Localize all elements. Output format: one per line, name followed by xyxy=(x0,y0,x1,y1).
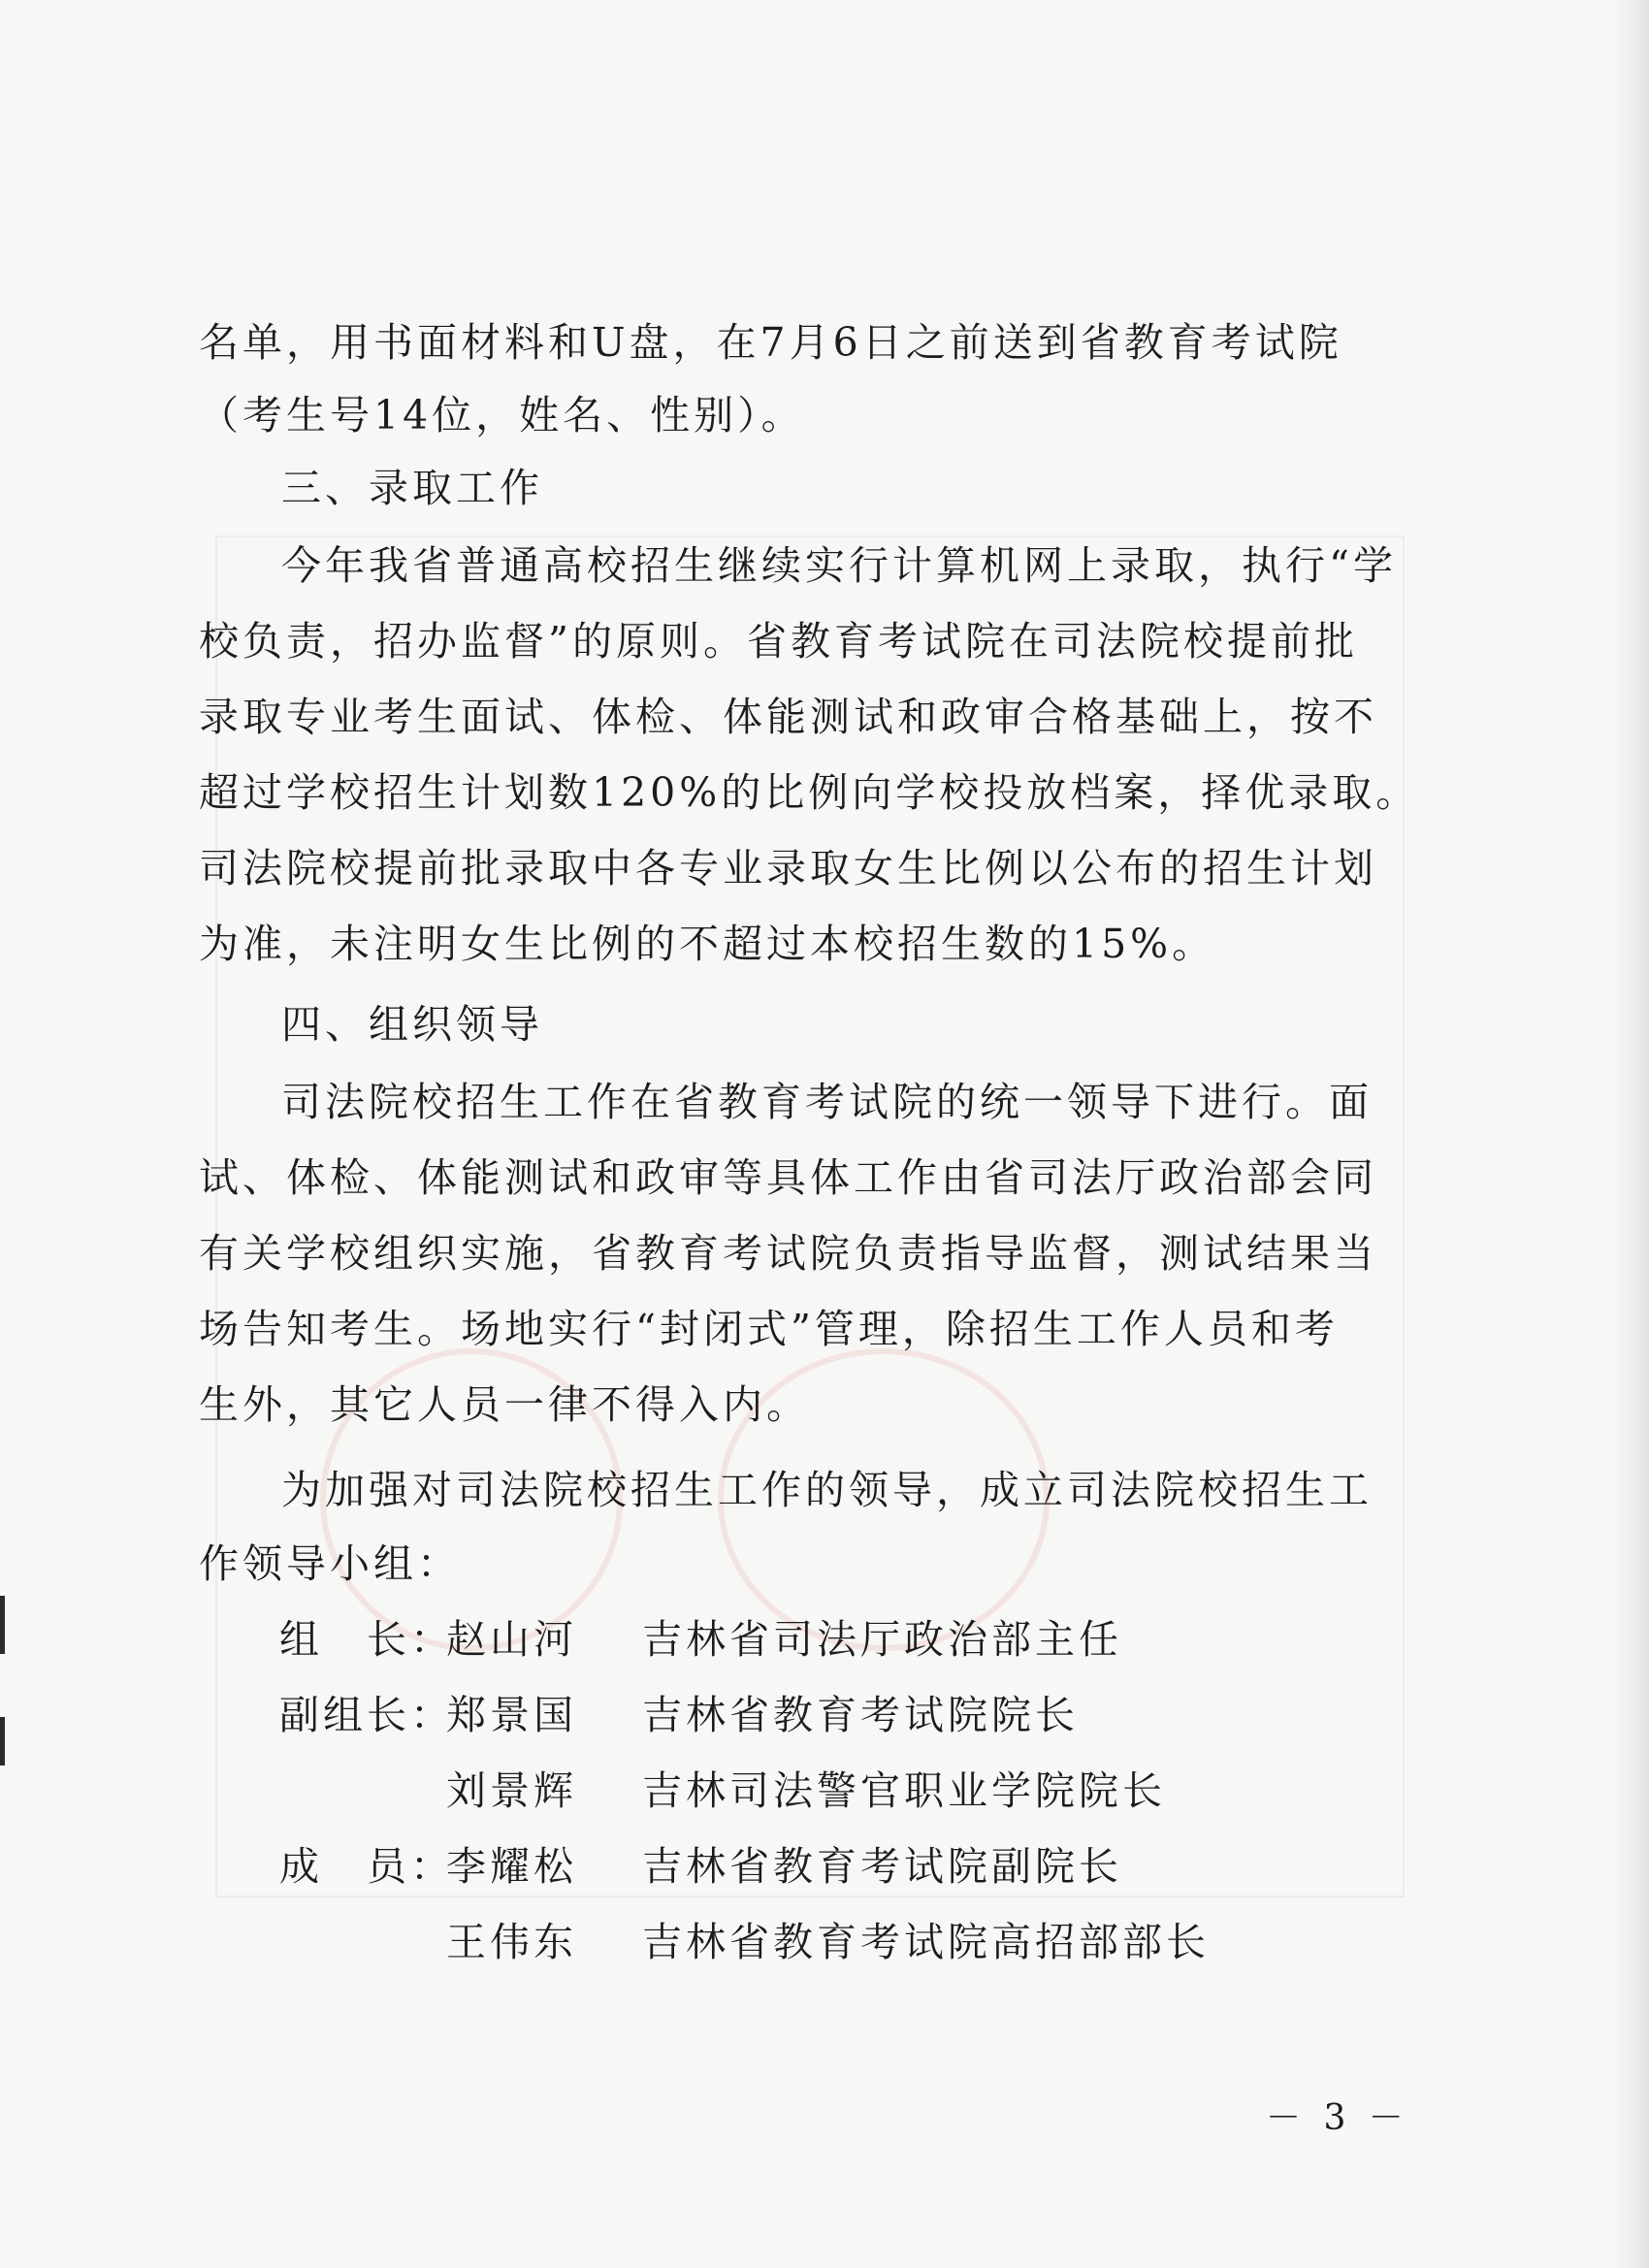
body-text-line: 校负责，招办监督”的原则。省教育考试院在司法院校提前批 xyxy=(199,618,1358,664)
member-title: 吉林省司法厅政治部主任 xyxy=(642,1616,1122,1663)
body-text-line: 录取专业考生面试、体检、体能测试和政审合格基础上，按不 xyxy=(199,694,1377,740)
body-text-line: 为加强对司法院校招生工作的领导，成立司法院校招生工 xyxy=(281,1467,1373,1513)
member-title: 吉林省教育考试院副院长 xyxy=(642,1843,1122,1890)
member-name: 李耀松 xyxy=(446,1843,577,1890)
member-name: 赵山河 xyxy=(446,1616,577,1663)
member-role: 组 长： xyxy=(279,1616,454,1663)
member-name: 郑景国 xyxy=(446,1692,577,1738)
body-text-line: 今年我省普通高校招生继续实行计算机网上录取，执行“学 xyxy=(281,542,1397,589)
body-text-line: 司法院校提前批录取中各专业录取女生比例以公布的招生计划 xyxy=(199,845,1377,891)
body-text-line: 场告知考生。场地实行“封闭式”管理，除招生工作人员和考 xyxy=(199,1306,1339,1352)
section-heading: 三、录取工作 xyxy=(281,465,543,511)
body-text-line: 为准，未注明女生比例的不超过本校招生数的15%。 xyxy=(199,921,1216,967)
member-row xyxy=(0,1688,1649,1742)
body-text-line: 有关学校组织实施，省教育考试院负责指导监督，测试结果当 xyxy=(199,1230,1377,1277)
member-role: 副组长： xyxy=(279,1692,454,1738)
member-title: 吉林省教育考试院高招部部长 xyxy=(642,1919,1210,1965)
member-role: 成 员： xyxy=(279,1843,454,1890)
body-text-line: 生外，其它人员一律不得入内。 xyxy=(199,1381,810,1428)
member-title: 吉林省教育考试院院长 xyxy=(642,1692,1079,1738)
body-text-line: 作领导小组： xyxy=(199,1540,461,1587)
body-text-line: 司法院校招生工作在省教育考试院的统一领导下进行。面 xyxy=(281,1079,1373,1125)
body-text-line: 超过学校招生计划数120%的比例向学校投放档案，择优录取。 xyxy=(199,769,1420,816)
member-row xyxy=(0,1839,1649,1894)
member-title: 吉林司法警官职业学院院长 xyxy=(642,1767,1166,1814)
member-row xyxy=(0,1915,1649,1969)
page-number: － 3 － xyxy=(1266,2098,1409,2138)
member-row xyxy=(0,1612,1649,1667)
body-text-line: 名单，用书面材料和U盘，在7月6日之前送到省教育考试院 xyxy=(199,319,1342,366)
body-text-line: 试、体检、体能测试和政审等具体工作由省司法厅政治部会同 xyxy=(199,1154,1377,1201)
member-name: 刘景辉 xyxy=(446,1767,577,1814)
section-heading: 四、组织领导 xyxy=(281,1001,543,1048)
member-name: 王伟东 xyxy=(446,1919,577,1965)
member-row xyxy=(0,1764,1649,1818)
body-text-line: （考生号14位，姓名、性别）。 xyxy=(199,392,805,438)
